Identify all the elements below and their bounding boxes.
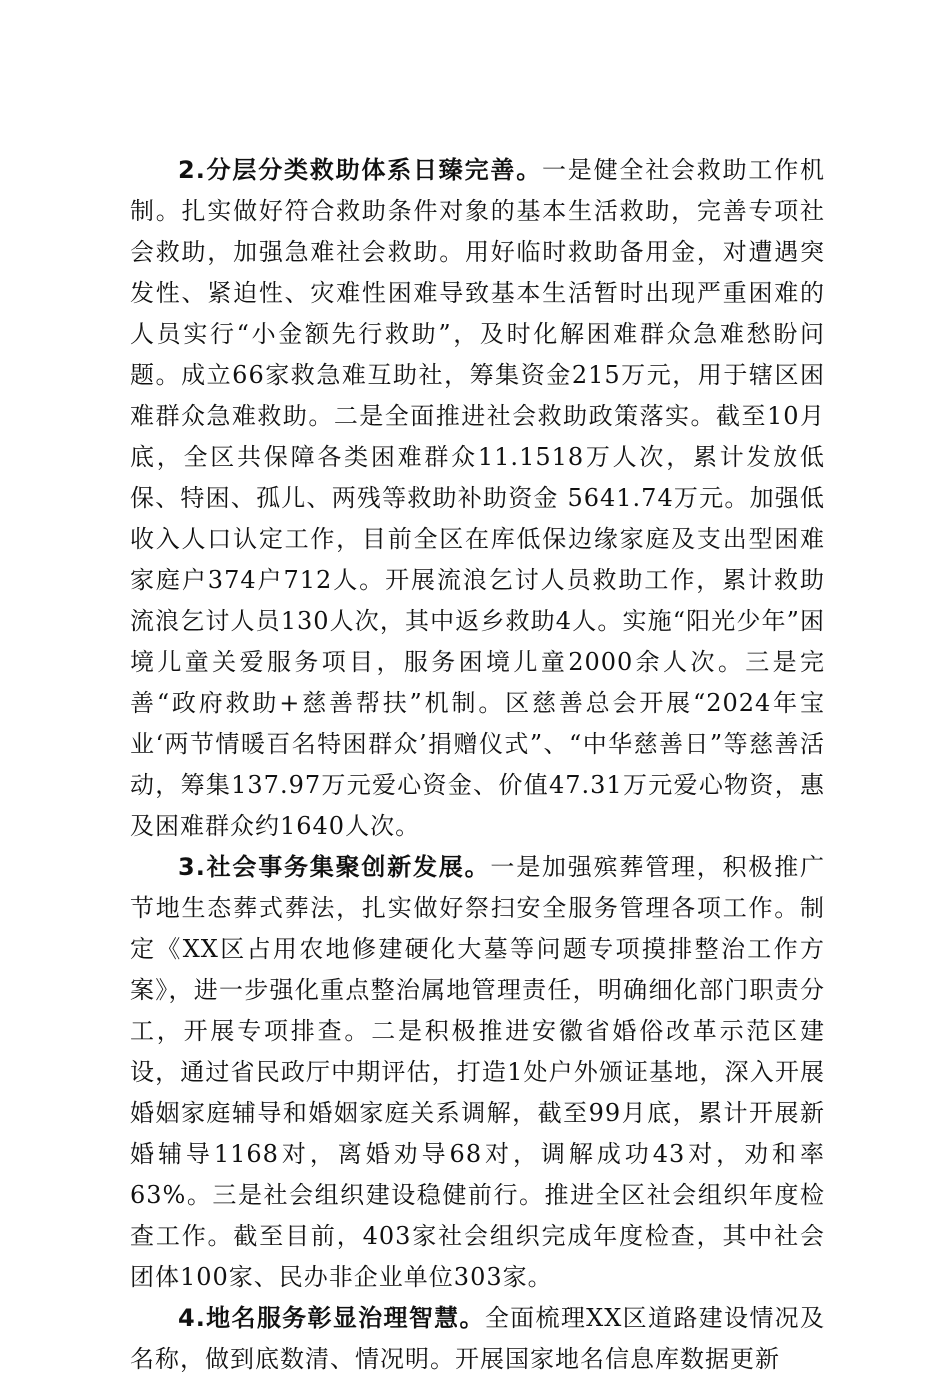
paragraph-social-assistance: [130, 150, 825, 847]
paragraph-place-names: [130, 1298, 825, 1380]
paragraph-social-affairs: [130, 847, 825, 1298]
paragraph-heading: 2.分层分类救助体系日臻完善。: [178, 156, 542, 184]
paragraph-text: 一是加强殡葬管理，积极推广节地生态葬式葬法，扎实做好祭扫安全服务管理各项工作。制定《XX区占用农地修建硬化大墓等问题专项摸排整治工作方案》，进一步强化重点整治属地管理责任，明确细化部门职责分工，开展专项排查。二是积极推进安徽省婚俗改革示范区建设，通过省民政厅中期评估，打造1处户外颁证基地，深入开展婚姻家庭辅导和婚姻家庭关系调解，截至99月底，累计开展新婚辅导1168对，离婚劝导68对，调解成功43对，劝和率63%。三是社会组织建设稳健前行。推进全区社会组织年度检查工作。截至目前，403家社会组织完成年度检查，其中社会团体100家、民办非企业单位303家。: [130, 853, 825, 1291]
paragraph-text: 一是健全社会救助工作机制。扎实做好符合救助条件对象的基本生活救助，完善专项社会救助，加强急难社会救助。用好临时救助备用金，对遭遇突发性、紧迫性、灾难性困难导致基本生活暂时出现严重困难的人员实行“小金额先行救助”，及时化解困难群众急难愁盼问题。成立66家救急难互助社，筹集资金215万元，用于辖区困难群众急难救助。二是全面推进社会救助政策落实。截至10月底，全区共保障各类困难群众11.1518万人次，累计发放低保、特困、孤儿、两残等救助补助资金 5641.74万元。加强低收入人口认定工作，目前全区在库低保边缘家庭及支出型困难家庭户374户712人。开展流浪乞讨人员救助工作，累计救助流浪乞讨人员130人次，其中返乡救助4人。实施“阳光少年”困境儿童关爱服务项目，服务困境儿童2000余人次。三是完善“政府救助+慈善帮扶”机制。区慈善总会开展“2024年宝业‘两节情暖百名特困群众’捐赠仪式”、“中华慈善日”等慈善活动，筹集137.97万元爱心资金、价值47.31万元爱心物资，惠及困难群众约1640人次。: [130, 156, 825, 840]
paragraph-heading: 4.地名服务彰显治理智慧。: [178, 1304, 485, 1332]
paragraph-text: 全面梳理XX区道路建设情况及名称，做到底数清、情况明。开展国家地名信息库数据更新: [130, 1304, 825, 1373]
paragraph-heading: 3.社会事务集聚创新发展。: [178, 853, 491, 881]
document-body: [130, 150, 825, 1380]
